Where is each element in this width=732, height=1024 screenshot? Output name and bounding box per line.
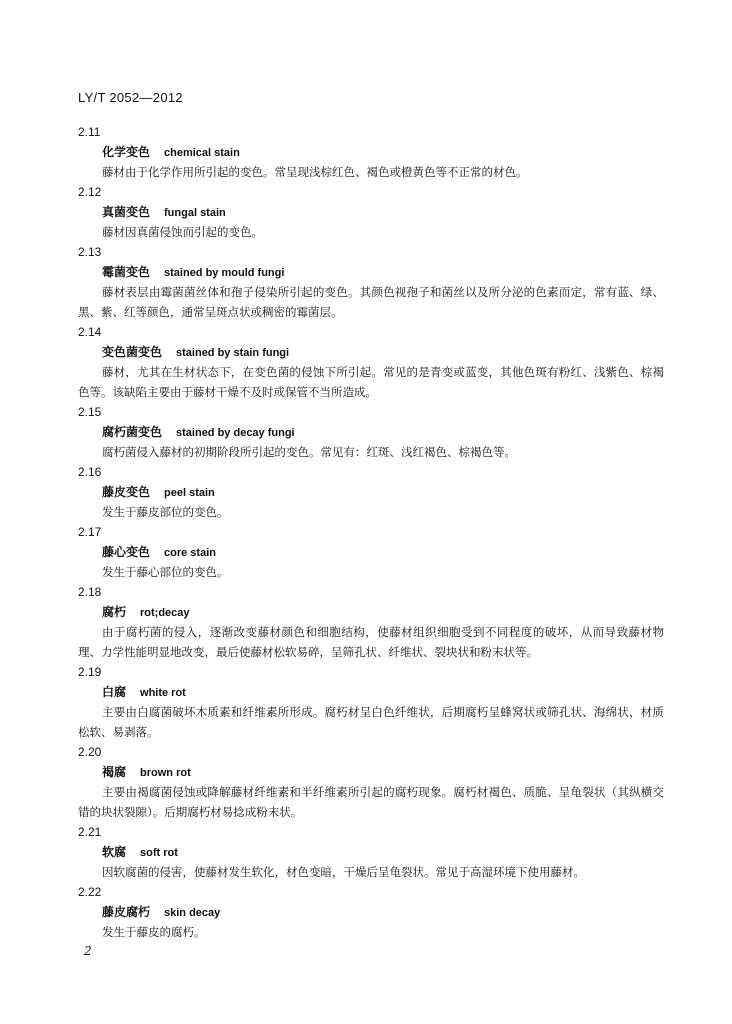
term-en: soft rot — [140, 847, 178, 859]
term-en: stained by stain fungi — [176, 347, 290, 359]
term-number: 2.11 — [78, 125, 101, 139]
standard-code-header: LY/T 2052—2012 — [78, 90, 183, 105]
term-number: 2.20 — [78, 745, 102, 759]
term-entry-2-19 — [78, 662, 664, 742]
term-entry-2-20 — [78, 742, 664, 822]
term-entry-2-15 — [78, 402, 664, 462]
term-zh: 变色菌变色 — [102, 345, 163, 359]
term-definition: 主要由白腐菌破坏木质素和纤维素所形成。腐朽材呈白色纤维状，后期腐朽呈蜂窝状或筛孔状、海绵状，材质松软、易剥落。 — [78, 705, 664, 739]
term-entry-2-17 — [78, 522, 664, 582]
term-heading — [78, 342, 664, 362]
term-definition: 发生于藤皮的腐朽。 — [102, 925, 206, 939]
term-en: white rot — [140, 687, 186, 699]
term-en: stained by mould fungi — [164, 267, 285, 279]
term-en: fungal stain — [164, 207, 226, 219]
term-heading — [78, 262, 664, 282]
term-definition: 由于腐朽菌的侵入，逐渐改变藤材颜色和细胞结构，使藤材组织细胞受到不同程度的破坏，从而导致藤材物理、力学性能明显地改变，最后使藤材松软易碎，呈筛孔状、纤维状、裂块状和粉末状等。 — [78, 625, 664, 659]
term-definition: 藤材表层由霉菌菌丝体和孢子侵染所引起的变色。其颜色视孢子和菌丝以及所分泌的色素而定，常有蓝、绿、黑、紫、红等颜色，通常呈斑点状或稠密的霉菌层。 — [78, 285, 664, 319]
term-number: 2.18 — [78, 585, 102, 599]
term-en: stained by decay fungi — [176, 427, 295, 439]
term-zh: 软腐 — [102, 845, 127, 859]
term-heading — [78, 142, 664, 162]
term-en: chemical stain — [164, 147, 240, 159]
term-en: core stain — [164, 547, 216, 559]
page-number: 2 — [84, 944, 92, 958]
term-entry-2-22 — [78, 882, 664, 942]
term-zh: 腐朽菌变色 — [102, 425, 163, 439]
term-number: 2.21 — [78, 825, 102, 839]
term-zh: 褐腐 — [102, 765, 127, 779]
term-number: 2.22 — [78, 885, 102, 899]
term-definition: 藤材由于化学作用所引起的变色。常呈现浅棕红色、褐色或橙黄色等不正常的材色。 — [102, 165, 528, 179]
term-definition: 藤材，尤其在生材状态下，在变色菌的侵蚀下所引起。常见的是青变或蓝变，其他色斑有粉红、浅紫色、棕褐色等。该缺陷主要由于藤材干燥不及时或保管不当所造成。 — [78, 365, 664, 399]
term-number: 2.16 — [78, 465, 102, 479]
term-definition: 因软腐菌的侵害，使藤材发生软化，材色变暗，干燥后呈龟裂状。常见于高湿环境下使用藤材。 — [102, 865, 585, 879]
term-en: peel stain — [164, 487, 215, 499]
term-zh: 白腐 — [102, 685, 127, 699]
term-number: 2.17 — [78, 525, 102, 539]
terms-list — [78, 122, 664, 942]
term-zh: 藤皮变色 — [102, 485, 151, 499]
term-definition: 藤材因真菌侵蚀而引起的变色。 — [102, 225, 263, 239]
term-entry-2-16 — [78, 462, 664, 522]
term-heading — [78, 842, 664, 862]
term-number: 2.19 — [78, 665, 102, 679]
term-zh: 化学变色 — [102, 145, 151, 159]
term-heading — [78, 202, 664, 222]
term-definition: 发生于藤心部位的变色。 — [102, 565, 229, 579]
term-entry-2-11 — [78, 122, 664, 182]
term-definition: 发生于藤皮部位的变色。 — [102, 505, 229, 519]
term-entry-2-18 — [78, 582, 664, 662]
term-definition: 主要由褐腐菌侵蚀或降解藤材纤维素和半纤维素所引起的腐朽现象。腐朽材褐色、质脆、呈龟裂状（其纵横交错的块状裂隙）。后期腐朽材易捻成粉末状。 — [78, 785, 664, 819]
term-heading — [78, 682, 664, 702]
term-zh: 藤皮腐朽 — [102, 905, 151, 919]
term-entry-2-13 — [78, 242, 664, 322]
term-en: brown rot — [140, 767, 191, 779]
term-entry-2-14 — [78, 322, 664, 402]
term-heading — [78, 482, 664, 502]
term-heading — [78, 422, 664, 442]
term-entry-2-21 — [78, 822, 664, 882]
term-heading — [78, 542, 664, 562]
term-en: skin decay — [164, 907, 221, 919]
term-number: 2.13 — [78, 245, 102, 259]
term-definition: 腐朽菌侵入藤材的初期阶段所引起的变色。常见有：红斑、浅红褐色、棕褐色等。 — [102, 445, 516, 459]
term-zh: 霉菌变色 — [102, 265, 151, 279]
term-heading — [78, 602, 664, 622]
term-zh: 藤心变色 — [102, 545, 151, 559]
term-zh: 真菌变色 — [102, 205, 151, 219]
term-number: 2.12 — [78, 185, 102, 199]
term-entry-2-12 — [78, 182, 664, 242]
term-heading — [78, 902, 664, 922]
term-zh: 腐朽 — [102, 605, 127, 619]
term-en: rot;decay — [140, 607, 190, 619]
term-number: 2.14 — [78, 325, 102, 339]
term-heading — [78, 762, 664, 782]
term-number: 2.15 — [78, 405, 102, 419]
